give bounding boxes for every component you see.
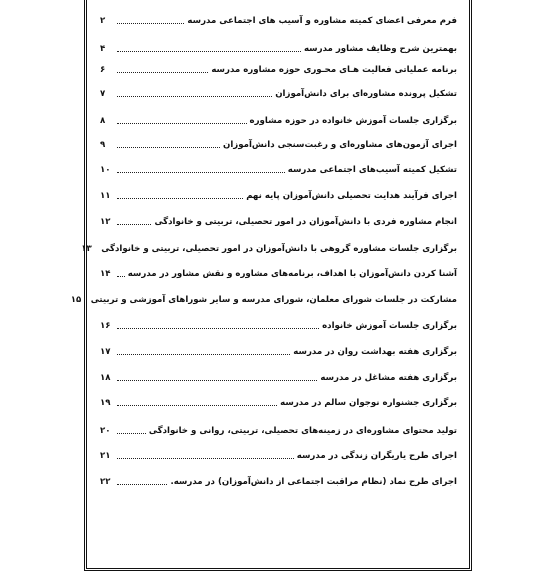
toc-entry[interactable] (100, 316, 457, 332)
dot-leader (117, 23, 184, 24)
toc-entry[interactable] (100, 421, 457, 437)
toc-entry-title: بهمترین شرح وظایف مشاور مدرسه (303, 44, 457, 54)
toc-entry-title: مشارکت در جلسات شورای معلمان، شورای مدرسه و سایر شوراهای آموزشی و تربیتی (90, 295, 457, 305)
toc-entry[interactable] (100, 342, 457, 358)
toc-entry-title: تشکیل پرونده مشاوره‌ای برای دانش‌آموزان (275, 89, 457, 99)
toc-entry[interactable] (100, 186, 457, 202)
toc-entry[interactable] (100, 111, 457, 127)
toc-entry-title: برگزاری جلسات مشاوره گروهی با دانش‌آموزان در امور تحصیلی، تربیتی و خانوادگی (101, 244, 457, 254)
toc-page-number: ۲ (100, 16, 106, 26)
dot-leader (117, 147, 220, 148)
dot-leader (117, 224, 151, 225)
dot-leader (117, 354, 290, 355)
toc-entry[interactable] (100, 135, 457, 151)
toc-entry[interactable] (100, 212, 457, 228)
toc-entry-title: فرم معرفی اعضای کمیته مشاوره و آسیب های اجتماعی مدرسه (187, 16, 457, 26)
dot-leader (117, 380, 317, 381)
toc-entry-title: برگزاری هفته مشاغل در مدرسه (320, 373, 457, 383)
toc-entry-title: برگزاری جشنواره نوجوان سالم در مدرسه (280, 398, 457, 408)
toc-page-number: ۱۱ (100, 191, 111, 201)
toc-entry-title: برگزاری هفته بهداشت روان در مدرسه (293, 347, 457, 357)
toc-page-number: ۲۲ (100, 477, 111, 487)
toc-entry[interactable] (81, 239, 457, 255)
toc-entry[interactable] (100, 264, 457, 280)
toc-page-number: ۱۷ (100, 347, 111, 357)
toc-entry[interactable] (100, 11, 457, 27)
toc-entry[interactable] (100, 368, 457, 384)
toc-page-number: ۱۴ (100, 269, 111, 279)
toc-entry-title: اجرای فرآیند هدایت تحصیلی دانش‌آموزان پایه نهم (246, 191, 457, 201)
toc-page-number: ۲۱ (100, 451, 111, 461)
toc-entry[interactable] (100, 39, 457, 55)
toc-page-number: ۱۳ (81, 244, 92, 254)
dot-leader (117, 172, 285, 173)
toc-entry-title: برگزاری جلسات آموزش خانواده (322, 321, 457, 331)
toc-page-number: ۱۸ (100, 373, 111, 383)
dot-leader (117, 276, 125, 277)
dot-leader (117, 51, 301, 52)
toc-entry[interactable] (100, 84, 457, 100)
dot-leader (117, 72, 208, 73)
toc-page-number: ۱۶ (100, 321, 111, 331)
toc-page-number: ۹ (100, 140, 106, 150)
dot-leader (117, 405, 277, 406)
toc-entry[interactable] (70, 290, 457, 306)
toc-entry-title: آشنا کردن دانش‌آموزان با اهداف، برنامه‌های مشاوره و نقش مشاور در مدرسه (127, 269, 457, 279)
toc-entry-title: اجرای طرح یاریگران زندگی در مدرسه (296, 451, 457, 461)
toc-page-number: ۱۰ (100, 165, 111, 175)
dot-leader (117, 433, 146, 434)
toc-entry[interactable] (100, 393, 457, 409)
toc-entry-title: برگزاری جلسات آموزش خانواده در حوزه مشاوره (249, 116, 457, 126)
dot-leader (117, 198, 243, 199)
toc-page-number: ۱۹ (100, 398, 111, 408)
toc-entry[interactable] (100, 446, 457, 462)
toc-entry-title: اجرای طرح نماد (نظام مراقبت اجتماعی از دانش‌آموزان) در مدرسه. (170, 477, 457, 487)
toc-entry-title: تشکیل کمیته آسیب‌های اجتماعی مدرسه (287, 165, 457, 175)
toc-page-number: ۶ (100, 65, 106, 75)
toc-entry-title: انجام مشاوره فردی با دانش‌آموزان در امور تحصیلی، تربیتی و خانوادگی (154, 217, 457, 227)
toc-page-number: ۴ (100, 44, 106, 54)
toc-page-number: ۱۵ (70, 295, 82, 305)
toc-page-number: ۲۰ (100, 426, 111, 436)
dot-leader (117, 484, 167, 485)
dot-leader (117, 458, 294, 459)
toc-entry[interactable] (100, 160, 457, 176)
toc-entry[interactable] (100, 60, 457, 76)
dot-leader (117, 328, 319, 329)
toc-page-number: ۱۲ (100, 217, 111, 227)
toc-entry-title: تولید محتوای مشاوره‌ای در زمینه‌های تحصیلی، تربیتی، روانی و خانوادگی (148, 426, 457, 436)
toc-page-number: ۷ (100, 89, 106, 99)
toc-entry-title: اجرای آزمون‌های مشاوره‌ای و رغبت‌سنجی دانش‌آموزان (223, 140, 457, 150)
dot-leader (117, 123, 247, 124)
toc-entry[interactable] (100, 472, 457, 488)
toc-page-number: ۸ (100, 116, 106, 126)
toc-entry-title: برنامه عملیاتی فعالیت هـای محـوری حوزه مشاوره مدرسه (211, 65, 457, 75)
dot-leader (117, 96, 272, 97)
